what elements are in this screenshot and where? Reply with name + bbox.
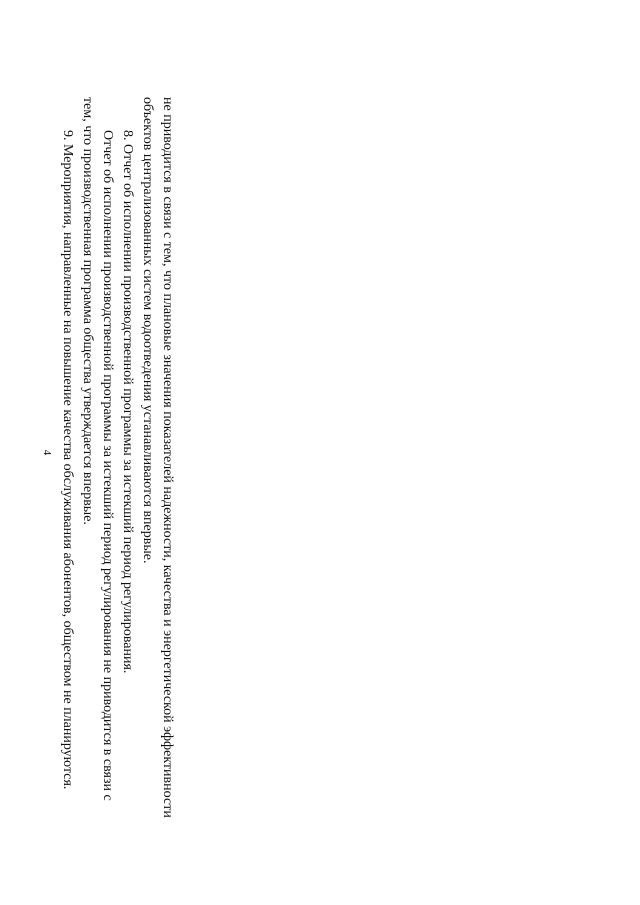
paragraph-line: объектов централизованных систем водоотведения устанавливаются впервые. bbox=[140, 97, 155, 564]
paragraph-line: тем, что производственная программа общества утверждается впервые. bbox=[80, 97, 95, 525]
section-heading-8: 8. Отчет об исполнении производственной программы за истекший период регулирования. bbox=[120, 130, 135, 674]
section-heading-9: 9. Мероприятия, направленные на повышение качества обслуживания абонентов, обществом не планируются. bbox=[60, 130, 75, 790]
paragraph-line: Отчет об исполнении производственной программы за истекший период регулирования не приводится в связи с bbox=[100, 130, 115, 801]
body-text bbox=[57, 97, 177, 843]
paragraph-line: не приводится в связи с тем, что плановые значения показателей надежности, качества и энергетической эффективности bbox=[160, 97, 175, 818]
page-number: 4 bbox=[41, 449, 53, 456]
